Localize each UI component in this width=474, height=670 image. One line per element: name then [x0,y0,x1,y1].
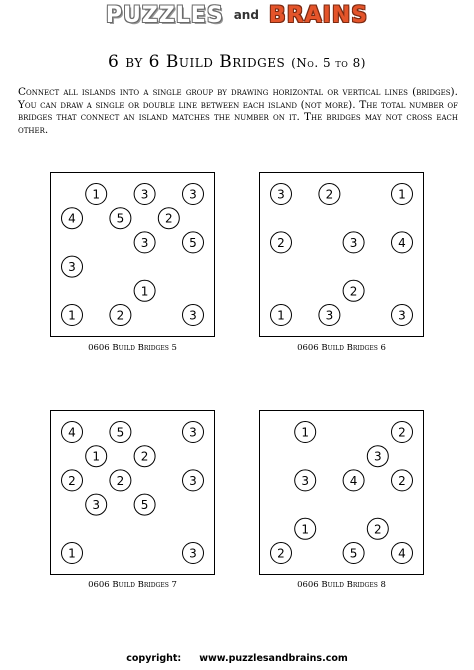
island-number: 2 [140,449,149,464]
island-number: 3 [325,308,334,323]
island [319,305,340,326]
island [183,232,204,253]
island-number: 2 [277,546,285,561]
island-number: 5 [116,425,125,440]
island-number: 1 [277,308,285,323]
island [86,184,107,205]
island-number: 4 [68,211,76,226]
island [183,184,204,205]
island [110,208,131,229]
island-number: 1 [92,187,101,202]
puzzle-caption-5: 0606 Build Bridges 5 [88,343,177,353]
island [158,208,179,229]
island-number: 3 [68,260,76,275]
island-number: 1 [68,546,76,561]
page-title-main: 6 by 6 Build Bridges [108,52,286,72]
island-number: 5 [189,235,197,250]
island [392,184,413,205]
island [110,305,131,326]
island [319,184,340,205]
island [367,518,388,539]
island [183,305,204,326]
island [110,470,131,491]
island-number: 2 [325,187,334,202]
island-number: 2 [349,284,358,299]
island-number: 3 [140,187,149,202]
island-number: 3 [189,425,197,440]
island [295,422,316,443]
island-number: 4 [398,546,406,561]
footer [0,653,474,670]
puzzle-caption-8: 0606 Build Bridges 8 [297,580,386,590]
island-number: 3 [189,187,197,202]
island-number: 3 [189,473,197,488]
island-number: 3 [189,308,197,323]
island-number: 3 [373,449,382,464]
island [392,543,413,564]
island-number: 3 [189,546,197,561]
island [62,543,83,564]
puzzle-caption-7: 0606 Build Bridges 7 [88,580,177,590]
puzzle-grid-8 [259,410,424,575]
island-number: 4 [349,473,358,488]
island [392,422,413,443]
island [392,470,413,491]
island-number: 5 [140,498,149,513]
island-number: 2 [373,522,382,537]
island [134,280,155,301]
island [392,232,413,253]
island-number: 5 [349,546,358,561]
puzzle-grid-5 [50,172,215,337]
island-number: 2 [116,308,125,323]
island-number: 3 [92,498,101,513]
island [134,184,155,205]
island [343,232,364,253]
logo-and-text: and [233,8,259,22]
island-number: 4 [398,235,406,250]
puzzle-caption-6: 0606 Build Bridges 6 [297,343,386,353]
island-number: 4 [68,425,76,440]
island-number: 5 [116,211,125,226]
island-number: 1 [398,187,406,202]
island [183,470,204,491]
island [343,280,364,301]
island [62,305,83,326]
island [271,543,292,564]
island-number: 3 [277,187,285,202]
island [62,470,83,491]
island-number: 3 [398,308,406,323]
island [134,446,155,467]
island [295,518,316,539]
island [295,470,316,491]
island [110,422,131,443]
island [343,543,364,564]
island-number: 1 [68,308,76,323]
island [134,494,155,515]
island-number: 1 [301,522,310,537]
island-number: 3 [301,473,310,488]
island-number: 1 [140,284,149,299]
island [271,184,292,205]
island-number: 3 [140,235,149,250]
island-number: 2 [398,425,406,440]
island [392,305,413,326]
island [183,543,204,564]
island [62,208,83,229]
island-number: 1 [92,449,101,464]
island [86,494,107,515]
island-number: 2 [164,211,173,226]
island-number: 2 [277,235,285,250]
logo-puzzles-text: PUZZLES [105,2,224,28]
island [271,305,292,326]
copyright-label: copyright: [126,653,182,664]
island [62,256,83,277]
island [134,232,155,253]
island-number: 2 [68,473,76,488]
puzzle-grid-6 [259,172,424,337]
logo-brains-text: BRAINS [268,2,369,28]
island [367,446,388,467]
island [183,422,204,443]
island [343,470,364,491]
island [271,232,292,253]
site-logo [0,0,474,30]
website-link[interactable]: www.puzzlesandbrains.com [199,653,348,664]
page-title-sub: (No. 5 to 8) [291,56,366,70]
instructions-text: Connect all islands into a single group by drawing horizontal or vertical lines (bridges). You can draw a single or double line between each island (not more). The total number of bridges that connect an island matches the number on it. The bridges may not cross each other. [18,86,458,136]
puzzle-grid-7 [50,410,215,575]
page-title [0,52,474,72]
island [86,446,107,467]
island-number: 1 [301,425,310,440]
island-number: 2 [398,473,406,488]
island-number: 2 [116,473,125,488]
island [62,422,83,443]
island-number: 3 [349,235,358,250]
